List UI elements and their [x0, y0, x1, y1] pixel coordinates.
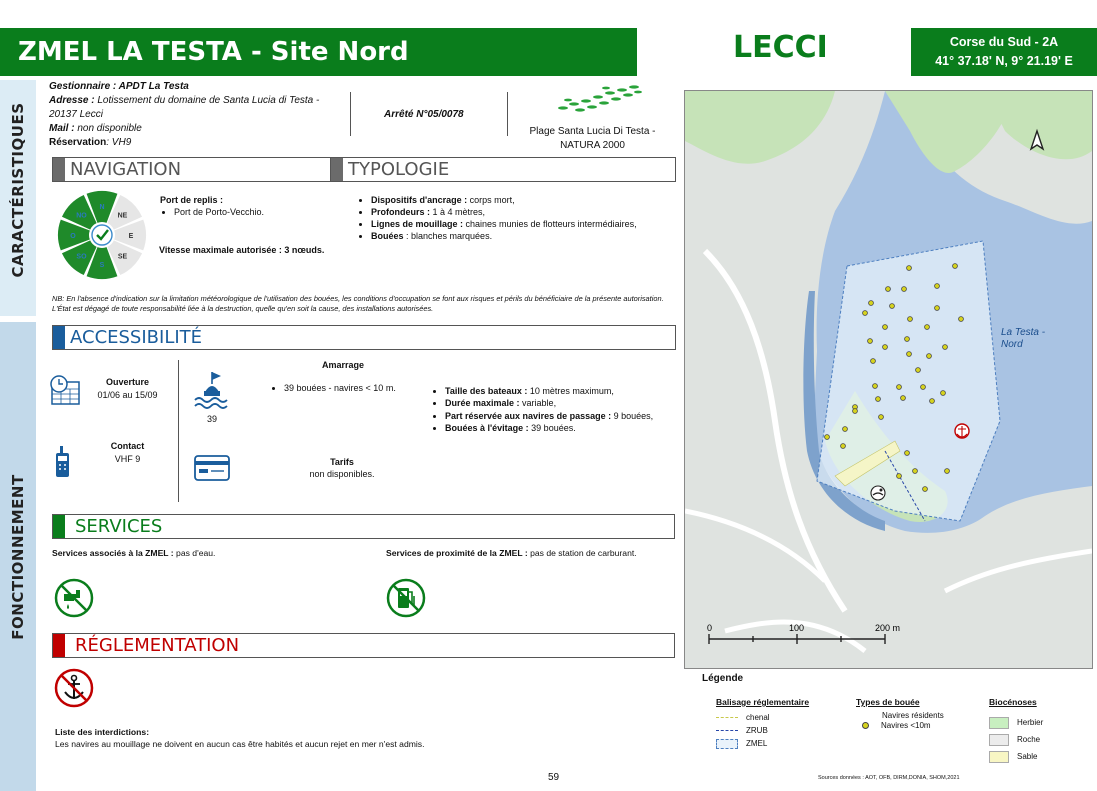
legend-sources: Sources données : AOT, OFB, DIRM,DONIA, SHOM,2021 [818, 775, 960, 781]
site-map [684, 90, 1093, 669]
sidebar-caracteristiques [0, 80, 36, 316]
typologie-item: • Lignes de mouillage : chaines munies de flotteurs intermédiaires, [371, 218, 677, 230]
map-buoy [941, 391, 946, 396]
region-box [911, 28, 1097, 76]
compass-label-o: O [70, 233, 76, 240]
port-replis: Port de replis : • Port de Porto-Vecchio. [160, 194, 264, 218]
map-buoy [853, 409, 858, 414]
map-buoy [923, 487, 928, 492]
map-buoy [890, 304, 895, 309]
accessibilite-detail: • Bouées à l'évitage : 39 bouées. [445, 422, 676, 434]
compass-label-ne: NE [117, 212, 128, 220]
shelter-check-icon [92, 225, 112, 245]
map-buoy [901, 396, 906, 401]
fish-school-icon [548, 80, 648, 116]
no-water-icon [54, 578, 94, 618]
amarrage-label: Amarrage [322, 360, 365, 370]
nb-notice: NB: En l'absence d'indication sur la limitation météorologique de l'utilisation des bouées, les conditions d'occupation se font aux risques et périls du bénéficiaire de la présente autorisation. L'État est dégagé de toute responsabilité liée à la destruction, quelle qu'en soit la cause, des installations autorisées. [52, 294, 664, 313]
map-buoy [935, 284, 940, 289]
scale-100: 100 [789, 623, 805, 633]
credit-card-icon [194, 455, 230, 481]
no-fuel-station-icon [386, 578, 426, 618]
compass-label-so: SO [76, 253, 87, 261]
section-accessibilite: ACCESSIBILITÉ [52, 325, 676, 350]
map-buoy [871, 359, 876, 364]
map-buoy [921, 385, 926, 390]
natura-label: Plage Santa Lucia Di Testa - NATURA 2000 [529, 126, 656, 151]
map-buoy [886, 287, 891, 292]
accessibilite-detail: • Taille des bateaux : 10 mètres maximum, [445, 385, 676, 397]
vhf-radio-icon [54, 446, 72, 478]
scale-0: 0 [707, 623, 713, 633]
section-reglementation: RÉGLEMENTATION [52, 633, 675, 658]
map-buoy [863, 311, 868, 316]
compass-label-n: N [99, 204, 105, 211]
arrete-number: Arrêté N°05/0078 [384, 109, 464, 120]
legend-balisage-title: Balisage réglementaire [716, 697, 810, 707]
mail: Mail : non disponible [49, 123, 142, 134]
buoy-count: 39 [207, 414, 218, 424]
page-title: ZMEL LA TESTA - Site Nord [0, 28, 637, 76]
map-buoy [945, 469, 950, 474]
map-buoy [930, 399, 935, 404]
region-name: Corse du Sud - 2A [949, 35, 1059, 49]
map-place-label-2: Nord [1001, 339, 1023, 350]
accessibilite-detail: • Part réservée aux navires de passage : 9 bouées, [445, 410, 676, 422]
section-typologie: TYPOLOGIE [330, 157, 676, 182]
map-buoy [897, 385, 902, 390]
compass-label-s: S [99, 262, 105, 269]
map-buoy [916, 368, 921, 373]
map-buoy [935, 306, 940, 311]
tarifs: Tarifs non disponibles. [309, 457, 375, 479]
map-buoy [883, 325, 888, 330]
map-buoy [905, 451, 910, 456]
legend-balisage-items: chenal ZRUB ZMEL [716, 711, 770, 750]
interdictions: Liste des interdictions: Les navires au mouillage ne doivent en aucun cas être habités et aucun rejet en mer n'est admis. [55, 727, 425, 749]
sidebar-label-caracteristiques: CARACTÉRISTIQUES [9, 102, 27, 278]
ouverture: Ouverture 01/06 au 15/09 [97, 377, 158, 400]
sidebar-label-fonctionnement: FONCTIONNEMENT [9, 474, 27, 640]
region-coordinates: 41° 37.18' N, 9° 21.19' E [935, 54, 1073, 68]
legend-bouee-title: Types de bouée [856, 697, 920, 707]
contact: Contact VHF 9 [110, 441, 145, 464]
compass-label-se: SE [117, 253, 128, 261]
map-buoy [927, 354, 932, 359]
compass-label-e: E [128, 233, 134, 240]
gestionnaire: Gestionnaire : APDT La Testa [49, 81, 189, 92]
legend-title: Légende [702, 673, 744, 684]
accessibilite-details [431, 385, 676, 434]
scale-200: 200 m [875, 623, 901, 633]
section-navigation: NAVIGATION [52, 157, 342, 182]
map-buoy [902, 287, 907, 292]
accessibilite-detail: • Durée maximale : variable, [445, 397, 676, 409]
reservation: Réservation: VH9 [49, 137, 132, 148]
commune-name: LECCI [733, 30, 828, 65]
typologie-item: • Profondeurs : 1 à 4 mètres, [371, 206, 677, 218]
map-buoy [908, 317, 913, 322]
no-anchoring-icon [54, 668, 94, 708]
typologie-list [357, 194, 677, 242]
services-associes: Services associés à la ZMEL : pas d'eau. [52, 548, 216, 558]
sidebar-fonctionnement [0, 322, 36, 791]
map-buoy [869, 301, 874, 306]
adresse: Adresse : Lotissement du domaine de Santa Lucia di Testa - 20137 Lecci [49, 95, 320, 120]
vitesse-max: Vitesse maximale autorisée : 3 nœuds. [159, 245, 325, 255]
legend-bioc-title: Biocénoses [989, 697, 1037, 707]
map-buoy [841, 444, 846, 449]
compass-rose [54, 189, 152, 281]
map-place-label-1: La Testa - [1001, 327, 1046, 338]
section-services: SERVICES [52, 514, 675, 539]
map-buoy [925, 325, 930, 330]
map-buoy [953, 264, 958, 269]
map-buoy [959, 317, 964, 322]
page-number: 59 [548, 772, 560, 783]
map-buoy [897, 474, 902, 479]
typologie-item: • Dispositifs d'ancrage : corps mort, [371, 194, 677, 206]
map-buoy [943, 345, 948, 350]
map-buoy [913, 469, 918, 474]
amarrage-item: • 39 bouées - navires < 10 m. [270, 383, 396, 393]
legend-bouee-items: Navires résidents Navires <10m [862, 711, 944, 731]
map-buoy [876, 397, 881, 402]
compass-label-no: NO [76, 212, 87, 220]
map-buoy [825, 435, 830, 440]
map-buoy [879, 415, 884, 420]
map-buoy [868, 339, 873, 344]
mooring-buoy-icon [193, 370, 235, 410]
services-proximite: Services de proximité de la ZMEL : pas de station de carburant. [386, 548, 637, 558]
map-buoy [843, 427, 848, 432]
legend-bioc-items: Herbier Roche Sable [989, 714, 1043, 765]
map-buoy [873, 384, 878, 389]
map-buoy [907, 352, 912, 357]
map-buoy [905, 337, 910, 342]
typologie-item: • Bouées : blanches marquées. [371, 230, 677, 242]
manager-info [49, 80, 344, 150]
map-buoy [883, 345, 888, 350]
calendar-clock-icon [49, 374, 81, 406]
map-buoy [907, 266, 912, 271]
